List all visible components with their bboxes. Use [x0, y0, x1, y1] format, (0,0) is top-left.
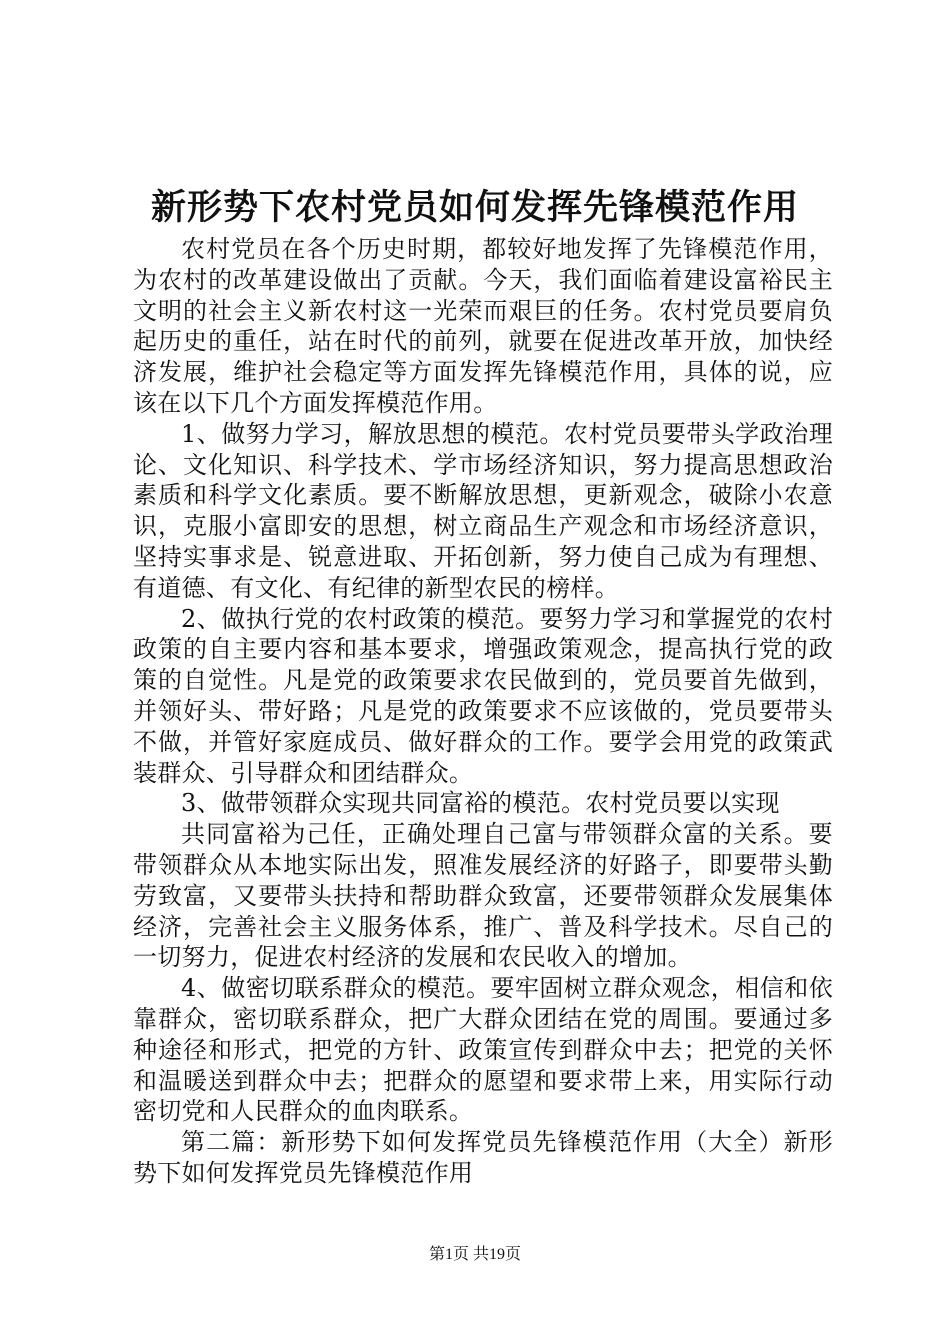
paragraph-item-3: 3、做带领群众实现共同富裕的模范。农村党员要以实现	[181, 789, 780, 818]
paragraph-item-1: 1、做努力学习，解放思想的模范。农村党员要带头学政治理论、文化知识、科学技术、学市场经济知识，努力提高思想政治素质和科学文化素质。要不断解放思想，更新观念，破除小农意识，克服小富即安的思想，树立商品生产观念和市场经济意识，坚持实事求是、锐意进取、开拓创新，努力使自己成为有理想、有道德、有文化、有纪律的新型农民的榜样。	[133, 419, 833, 602]
paragraph-second-article: 第二篇：新形势下如何发挥党员先锋模范作用（大全）新形势下如何发挥党员先锋模范作用	[133, 1128, 833, 1187]
paragraph-item-2: 2、做执行党的农村政策的模范。要努力学习和掌握党的农村政策的自主要内容和基本要求，增强政策观念，提高执行党的政策的自觉性。凡是党的政策要求农民做到的，党员要首先做到，并领好头、带好路；凡是党的政策要求不应该做的，党员要带头不做，并管好家庭成员、做好群众的工作。要学会用党的政策武装群众、引导群众和团结群众。	[133, 604, 833, 787]
paragraph-item-4: 4、做密切联系群众的模范。要牢固树立群众观念，相信和依靠群众，密切联系群众，把广大群众团结在党的周围。要通过多种途径和形式，把党的方针、政策宣传到群众中去；把党的关怀和温暖送到群众中去；把群众的愿望和要求带上来，用实际行动密切党和人民群众的血肉联系。	[133, 974, 833, 1126]
page-footer: 第1页 共19页	[428, 1246, 521, 1263]
paragraph-item-3-continued: 共同富裕为己任，正确处理自己富与带领群众富的关系。要带领群众从本地实际出发，照准发展经济的好路子，即要带头勤劳致富，又要带头扶持和帮助群众致富，还要带领群众发展集体经济，完善社会主义服务体系，推广、普及科学技术。尽自己的一切努力，促进农村经济的发展和农民收入的增加。	[133, 820, 833, 972]
document-title: 新形势下农村党员如何发挥先锋模范作用	[150, 187, 799, 228]
paragraph-intro: 农村党员在各个历史时期，都较好地发挥了先锋模范作用，为农村的改革建设做出了贡献。今天，我们面临着建设富裕民主文明的社会主义新农村这一光荣而艰巨的任务。农村党员要肩负起历史的重任，站在时代的前列，就要在促进改革开放，加快经济发展，维护社会稳定等方面发挥先锋模范作用，具体的说，应该在以下几个方面发挥模范作用。	[133, 235, 833, 417]
document-body	[133, 234, 833, 1189]
